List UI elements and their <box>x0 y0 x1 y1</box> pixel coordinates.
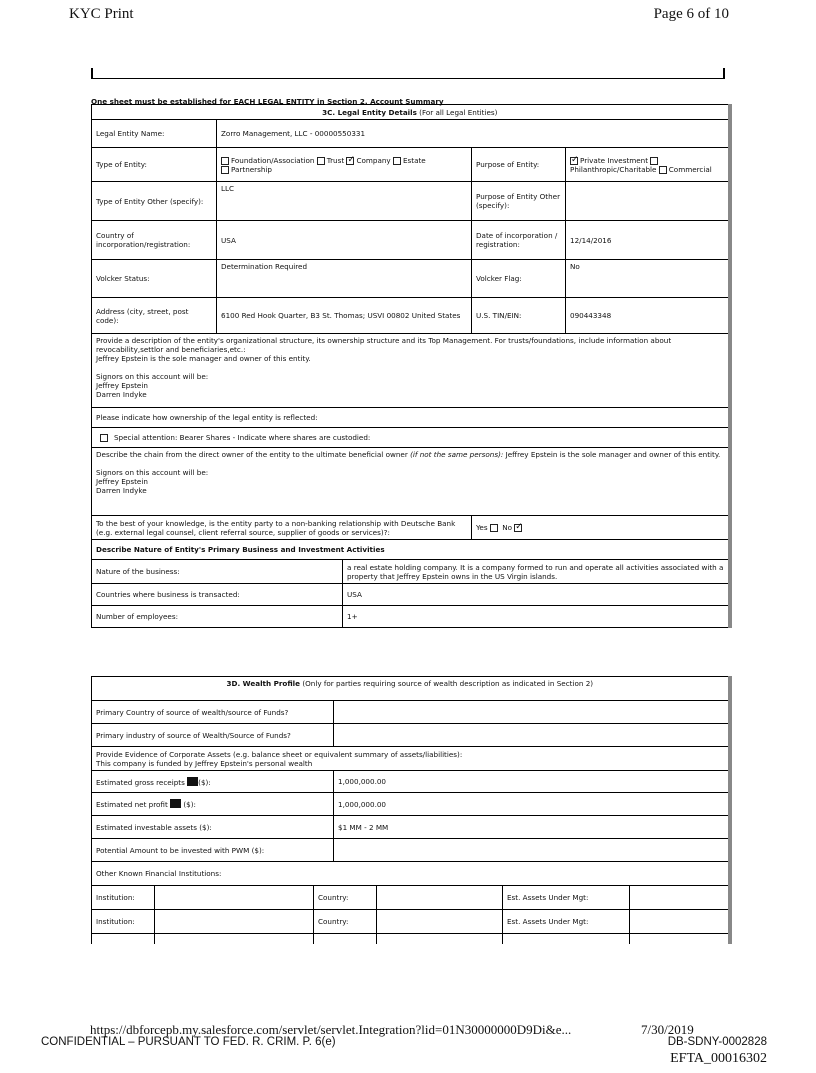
investable-assets-label: Estimated investable assets ($): <box>92 816 334 839</box>
volcker-flag-label: Volcker Flag: <box>472 260 566 298</box>
ownership-chain-text: Describe the chain from the direct owner of the entity to the ultimate beneficial owner (if not the same persons): Jeffrey Epstein is the sole manager and owner of this entity. <box>96 450 721 459</box>
purpose-of-entity-options <box>566 148 730 182</box>
option-partnership-label: Partnership <box>231 164 272 174</box>
confidential-notice: CONFIDENTIAL – PURSUANT TO FED. R. CRIM. P. 6(e) <box>41 1036 336 1048</box>
nature-of-business-label: Nature of the business: <box>92 560 343 584</box>
efta-number: EFTA_00016302 <box>670 1051 767 1066</box>
primary-industry-label: Primary industry of source of Wealth/Source of Funds? <box>92 724 334 747</box>
country-label: Country of incorporation/registration: <box>92 221 217 260</box>
type-of-entity-label: Type of Entity: <box>92 148 217 182</box>
checkbox-bearer-shares[interactable] <box>100 434 108 442</box>
option-estate-label: Estate <box>402 155 426 165</box>
address-label: Address (city, street, post code): <box>92 298 217 334</box>
tin-value: 090443348 <box>566 298 730 334</box>
investable-assets-value: $1 MM - 2 MM <box>334 816 730 839</box>
country-value <box>377 886 503 910</box>
org-structure-description <box>92 334 730 408</box>
print-header-title: KYC Print <box>69 6 134 22</box>
signors-label: Signors on this account will be: <box>96 372 209 381</box>
institution-label: Institution: <box>92 910 155 934</box>
ownership-chain-description <box>92 448 730 516</box>
signor-name: Darren Indyke <box>96 486 147 495</box>
potential-amount-label: Potential Amount to be invested with PWM ($): <box>92 839 334 862</box>
tin-label: U.S. TIN/EIN: <box>472 298 566 334</box>
source-url: https://dbforcepb.my.salesforce.com/servlet/servlet.Integration?lid=01N30000000D9Di&e... <box>90 1022 572 1037</box>
employees-value: 1+ <box>343 606 730 628</box>
non-banking-answer <box>472 516 730 540</box>
incorporation-date-label: Date of incorporation / registration: <box>472 221 566 260</box>
option-foundation-label: Foundation/Association <box>231 155 315 165</box>
signor-name: Jeffrey Epstein <box>96 477 148 486</box>
country-label: Country: <box>314 910 377 934</box>
evidence-prompt: Provide Evidence of Corporate Assets (e.g. balance sheet or equivalent summary of assets/liabilities): <box>96 749 463 759</box>
countries-transacted-label: Countries where business is transacted: <box>92 584 343 606</box>
aum-value <box>630 886 730 910</box>
signor-name: Darren Indyke <box>96 390 147 399</box>
country-value: USA <box>217 221 472 260</box>
checkbox-yes[interactable] <box>490 524 498 532</box>
checkbox-company-checked[interactable] <box>346 157 354 165</box>
checkbox-estate[interactable] <box>393 157 401 165</box>
legal-entity-name-label: Legal Entity Name: <box>92 120 217 148</box>
option-company-label: Company <box>356 155 391 165</box>
potential-amount-value <box>334 839 730 862</box>
no-label: No <box>502 523 512 532</box>
top-divider <box>91 68 725 79</box>
primary-industry-value <box>334 724 730 747</box>
bearer-shares-row <box>92 428 730 448</box>
section-3c-title: 3C. Legal Entity Details (For all Legal Entities) <box>92 105 730 120</box>
country-value <box>377 910 503 934</box>
option-commercial-label: Commercial <box>668 164 712 174</box>
signor-name: Jeffrey Epstein <box>96 381 148 390</box>
bates-number: DB-SDNY-0002828 <box>667 1036 767 1048</box>
gross-receipts-value: 1,000,000.00 <box>334 771 730 793</box>
non-banking-question: To the best of your knowledge, is the entity party to a non-banking relationship with Deutsche Bank (e.g. external legal counsel, client referral source, supplier of goods or services)?: <box>92 516 472 540</box>
yes-label: Yes <box>476 523 488 532</box>
checkbox-philanthropic[interactable] <box>650 157 658 165</box>
checkbox-trust[interactable] <box>317 157 325 165</box>
address-value: 6100 Red Hook Quarter, B3 St. Thomas; USVI 00802 United States <box>217 298 472 334</box>
countries-transacted-value: USA <box>343 584 730 606</box>
checkbox-partnership[interactable] <box>221 166 229 174</box>
purpose-of-entity-label: Purpose of Entity: <box>472 148 566 182</box>
instruction-note: One sheet must be established for EACH LEGAL ENTITY in Section 2. Account Summary <box>91 97 444 106</box>
institution-row <box>92 886 730 910</box>
option-private-investment-label: Private Investment <box>580 155 649 165</box>
redaction-box <box>187 777 198 786</box>
institution-value <box>155 886 314 910</box>
aum-value <box>630 910 730 934</box>
page-number: Page 6 of 10 <box>653 6 729 22</box>
print-date: 7/30/2019 <box>641 1022 694 1037</box>
employees-label: Number of employees: <box>92 606 343 628</box>
volcker-flag-value: No <box>566 260 730 298</box>
redaction-box <box>170 799 181 808</box>
institution-label: Institution: <box>92 886 155 910</box>
gross-receipts-label: Estimated gross receipts ($): <box>92 771 334 793</box>
checkbox-private-investment-checked[interactable] <box>570 157 578 165</box>
wealth-profile-table <box>91 676 732 944</box>
option-philanthropic-label: Philanthropic/Charitable <box>570 164 657 174</box>
aum-label: Est. Assets Under Mgt: <box>503 910 630 934</box>
institution-value <box>155 910 314 934</box>
aum-label: Est. Assets Under Mgt: <box>503 886 630 910</box>
purpose-other-value <box>566 182 730 221</box>
purpose-other-label: Purpose of Entity Other (specify): <box>472 182 566 221</box>
legal-entity-name-value: Zorro Management, LLC - 00000550331 <box>217 120 730 148</box>
country-label: Country: <box>314 886 377 910</box>
other-financial-institutions-label: Other Known Financial Institutions: <box>92 862 730 886</box>
volcker-status-label: Volcker Status: <box>92 260 217 298</box>
option-trust-label: Trust <box>326 155 345 165</box>
checkbox-commercial[interactable] <box>659 166 667 174</box>
signors-label: Signors on this account will be: <box>96 468 209 477</box>
type-other-label: Type of Entity Other (specify): <box>92 182 217 221</box>
bearer-shares-label: Special attention: Bearer Shares - Indicate where shares are custodied: <box>114 433 371 442</box>
evidence-answer: This company is funded by Jeffrey Epstein's personal wealth <box>96 758 313 768</box>
checkbox-no-checked[interactable] <box>514 524 522 532</box>
section-3d-title: 3D. Wealth Profile (Only for parties requiring source of wealth description as indicated in Section 2) <box>92 677 730 701</box>
checkbox-foundation[interactable] <box>221 157 229 165</box>
ownership-prompt: Please indicate how ownership of the legal entity is reflected: <box>92 408 730 428</box>
corporate-assets-evidence <box>92 747 730 771</box>
primary-country-value <box>334 701 730 724</box>
nature-of-business-value: a real estate holding company. It is a company formed to run and operate all activities associated with a property that Jeffrey Epstein owns in the US Virgin islands. <box>343 560 730 584</box>
nature-of-business-heading: Describe Nature of Entity's Primary Business and Investment Activities <box>92 540 730 560</box>
volcker-status-value: Determination Required <box>217 260 472 298</box>
type-other-value: LLC <box>217 182 472 221</box>
type-of-entity-options <box>217 148 472 182</box>
net-profit-label: Estimated net profit ($): <box>92 793 334 816</box>
incorporation-date-value: 12/14/2016 <box>566 221 730 260</box>
org-structure-prompt: Provide a description of the entity's organizational structure, its ownership structure and its Top Management. For trusts/foundations, include information about revocability,settlor and beneficiaries,etc.: <box>96 336 672 354</box>
institution-row <box>92 910 730 934</box>
net-profit-value: 1,000,000.00 <box>334 793 730 816</box>
legal-entity-details-table <box>91 104 732 628</box>
org-structure-answer: Jeffrey Epstein is the sole manager and owner of this entity. <box>96 354 311 363</box>
primary-country-label: Primary Country of source of wealth/source of Funds? <box>92 701 334 724</box>
